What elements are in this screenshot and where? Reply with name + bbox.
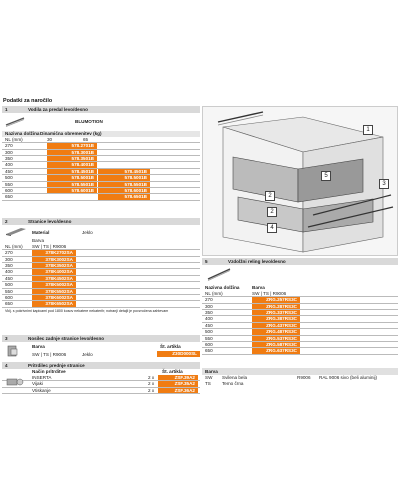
col-header-load: Dinamična obremenitev (kg) xyxy=(40,130,102,136)
nl-value: 270 xyxy=(5,143,13,149)
color-legend xyxy=(202,368,398,387)
fixing-name: Vtiskanje xyxy=(32,387,51,393)
section-title: Pritrdilec prednje stranice xyxy=(28,362,85,368)
article-code-65kg xyxy=(98,156,150,161)
side-panel-table xyxy=(2,250,200,308)
fixing-qty: 2 x xyxy=(148,387,155,393)
nl-value: 350 xyxy=(5,263,13,269)
article-code: 378K5502SA xyxy=(32,289,76,294)
nl-label: NL (mm) xyxy=(5,136,23,142)
section-side-panels xyxy=(2,218,200,313)
article-code: ZRG.257RS3C xyxy=(252,297,300,302)
article-code-30kg xyxy=(47,194,97,199)
section-front-fixing xyxy=(2,362,200,394)
article-code-65kg: 578.5001B xyxy=(98,175,150,180)
nl-value: 500 xyxy=(5,175,13,181)
article-code: 378K4002SA xyxy=(32,269,76,274)
nl-value: 450 xyxy=(205,322,213,328)
article-code: Z30D000SL xyxy=(157,351,200,357)
legend-code: SW xyxy=(205,374,213,380)
legend-code: TS xyxy=(205,380,211,386)
article-code-65kg xyxy=(98,162,150,167)
nl-label: Nazivna dolžina xyxy=(205,284,240,290)
article-code: ZSF.36A2 xyxy=(158,388,198,393)
load-65: 65 xyxy=(83,136,89,142)
table-row xyxy=(2,301,200,307)
section-drawer-runners xyxy=(2,106,200,201)
article-label: Št. artikla xyxy=(160,343,181,349)
article-code: ZRG.387RS3C xyxy=(252,316,300,321)
runner-image xyxy=(5,115,25,127)
callout-4: 4 xyxy=(267,223,277,233)
article-code-30kg: 578.2701B xyxy=(47,143,97,148)
section-back-bracket xyxy=(2,335,200,362)
nl-value: 400 xyxy=(5,162,13,168)
article-code-65kg: 578.5501B xyxy=(98,182,150,187)
legend-row xyxy=(202,381,398,387)
rail-image xyxy=(206,267,232,282)
article-code: ZRG.437RS3C xyxy=(252,323,300,328)
nl-value: 550 xyxy=(205,335,213,341)
fixing-name: Vijaki xyxy=(32,381,43,387)
article-code: ZSF.39A2 xyxy=(158,375,198,380)
section-title: Nosilec zadnje stranice levo/desno xyxy=(28,335,105,341)
nl-value: 400 xyxy=(205,316,213,322)
nl-value: 600 xyxy=(205,342,213,348)
table-row xyxy=(2,388,200,394)
nl-unit: NL (mm) xyxy=(205,290,223,296)
nl-value: 650 xyxy=(5,301,13,307)
rail-table xyxy=(202,297,398,355)
legend-r-code: R9006 xyxy=(297,374,311,380)
side-panel-illustration-area xyxy=(2,225,200,238)
nl-value: 600 xyxy=(5,188,13,194)
legend-name: Svilena bela xyxy=(222,374,248,380)
article-code: 378K5002SA xyxy=(32,282,76,287)
nl-label: NL (mm) xyxy=(5,243,23,249)
article-code: ZRG.287RS3C xyxy=(252,304,300,309)
color-codes: SW | TS | R9006 xyxy=(32,243,67,249)
callout-5: 5 xyxy=(321,171,331,181)
article-code-30kg: 578.5501B xyxy=(47,182,97,187)
fixing-qty: 2 x xyxy=(148,381,155,387)
material-label: Material xyxy=(32,229,50,235)
back-bracket-area xyxy=(2,342,200,362)
nl-value: 270 xyxy=(205,297,213,303)
nl-value: 350 xyxy=(5,156,13,162)
legend-r-name: RAL 9006 sivo (beli aluminij) xyxy=(319,374,378,380)
nl-value: 550 xyxy=(5,181,13,187)
callout-1: 1 xyxy=(363,125,373,135)
article-code: ZRG.537RS3C xyxy=(252,336,300,341)
barva-label: Barva xyxy=(252,284,265,290)
article-code: ZRG.637RS3C xyxy=(252,348,300,353)
nl-value: 550 xyxy=(5,288,13,294)
table-row xyxy=(2,194,200,200)
section-title: Vzdolžni reling levo/desno xyxy=(228,258,286,264)
nl-value: 300 xyxy=(5,149,13,155)
article-code: 378K4502SA xyxy=(32,276,76,281)
nl-value: 300 xyxy=(205,303,213,309)
section-title: Vodila za predal levo/desno xyxy=(28,106,88,112)
article-label: Št. artikla xyxy=(162,368,183,374)
fixing-image xyxy=(6,376,24,389)
article-code: ZSF.35A2 xyxy=(158,381,198,386)
article-code: 378K6002SA xyxy=(32,295,76,300)
rail-illustration-area xyxy=(202,265,398,285)
section-gallery-rail xyxy=(202,258,398,355)
legend-label: Barva xyxy=(205,368,218,374)
article-code-65kg xyxy=(98,150,150,155)
article-code: 378K6502SA xyxy=(32,301,76,306)
section-number: 1 xyxy=(5,106,8,112)
nl-value: 600 xyxy=(5,295,13,301)
page-title: Podatki za naročilo xyxy=(3,98,53,104)
load-30: 30 xyxy=(47,136,53,142)
legend-name: Temo črna xyxy=(222,380,244,386)
section-number: 4 xyxy=(5,362,8,368)
col-header-length: Nazivna dolžina xyxy=(5,130,40,136)
article-code-65kg: 578.6501B xyxy=(98,194,150,199)
nl-value: 300 xyxy=(5,256,13,262)
brand-label: BLUMOTION xyxy=(75,118,103,124)
note-text: Vklj. s pokrivnimi kapicami pod 1800 kosov nekatere nekaterih; notranji detajli je povzročena zahtevam xyxy=(5,308,169,313)
nl-value: 400 xyxy=(5,269,13,275)
nl-value: 650 xyxy=(5,194,13,200)
color-codes: SW | TS | R9006 xyxy=(32,351,67,357)
nl-value: 270 xyxy=(5,250,13,256)
section-title: Stranice levo/desno xyxy=(28,218,72,224)
nl-value: 450 xyxy=(5,168,13,174)
runner-illustration-area xyxy=(2,113,200,131)
material-value: Jeklo xyxy=(82,351,93,357)
article-code: ZRG.587RS3C xyxy=(252,342,300,347)
article-code-65kg: 578.6001B xyxy=(98,188,150,193)
article-code-30kg: 578.4501B xyxy=(47,169,97,174)
side-panel-image xyxy=(5,226,27,238)
article-code: 378K3502SA xyxy=(32,263,76,268)
article-code: 378K2702SA xyxy=(32,250,76,255)
barva-label: Barva xyxy=(32,237,45,243)
fixing-name: INSERTA xyxy=(32,374,52,380)
nl-value: 450 xyxy=(5,275,13,281)
assembly-diagram xyxy=(202,106,398,256)
article-code-65kg: 578.4501B xyxy=(98,169,150,174)
nl-value: 650 xyxy=(205,348,213,354)
fixing-method-label: Način pritrditve xyxy=(32,368,66,374)
article-code-30kg: 578.5001B xyxy=(47,175,97,180)
table-row xyxy=(202,348,398,354)
article-code-65kg xyxy=(98,143,150,148)
fixing-qty: 2 x xyxy=(148,374,155,380)
article-code-30kg: 578.3001B xyxy=(47,150,97,155)
barva-label: Barva xyxy=(32,343,45,349)
article-code: ZRG.487RS3C xyxy=(252,329,300,334)
section-number: 3 xyxy=(5,335,8,341)
article-code-30kg: 578.4001B xyxy=(47,162,97,167)
runner-table xyxy=(2,143,200,201)
callout-6: 2 xyxy=(265,191,275,201)
nl-value: 500 xyxy=(205,329,213,335)
callout-2: 2 xyxy=(267,207,277,217)
callout-3: 3 xyxy=(379,179,389,189)
section-number: 2 xyxy=(5,218,8,224)
fixing-table xyxy=(2,375,200,394)
nl-value: 500 xyxy=(5,282,13,288)
material-value: Jeklo xyxy=(82,229,93,235)
article-code-30kg: 578.6001B xyxy=(47,188,97,193)
article-code-30kg: 578.3501B xyxy=(47,156,97,161)
nl-value: 350 xyxy=(205,310,213,316)
back-bracket-image xyxy=(6,344,20,359)
article-code: ZRG.337RS3C xyxy=(252,310,300,315)
section-number: 5 xyxy=(205,258,208,264)
color-codes: SW | TS | R9006 xyxy=(252,290,287,296)
article-code: 378K3002SA xyxy=(32,257,76,262)
